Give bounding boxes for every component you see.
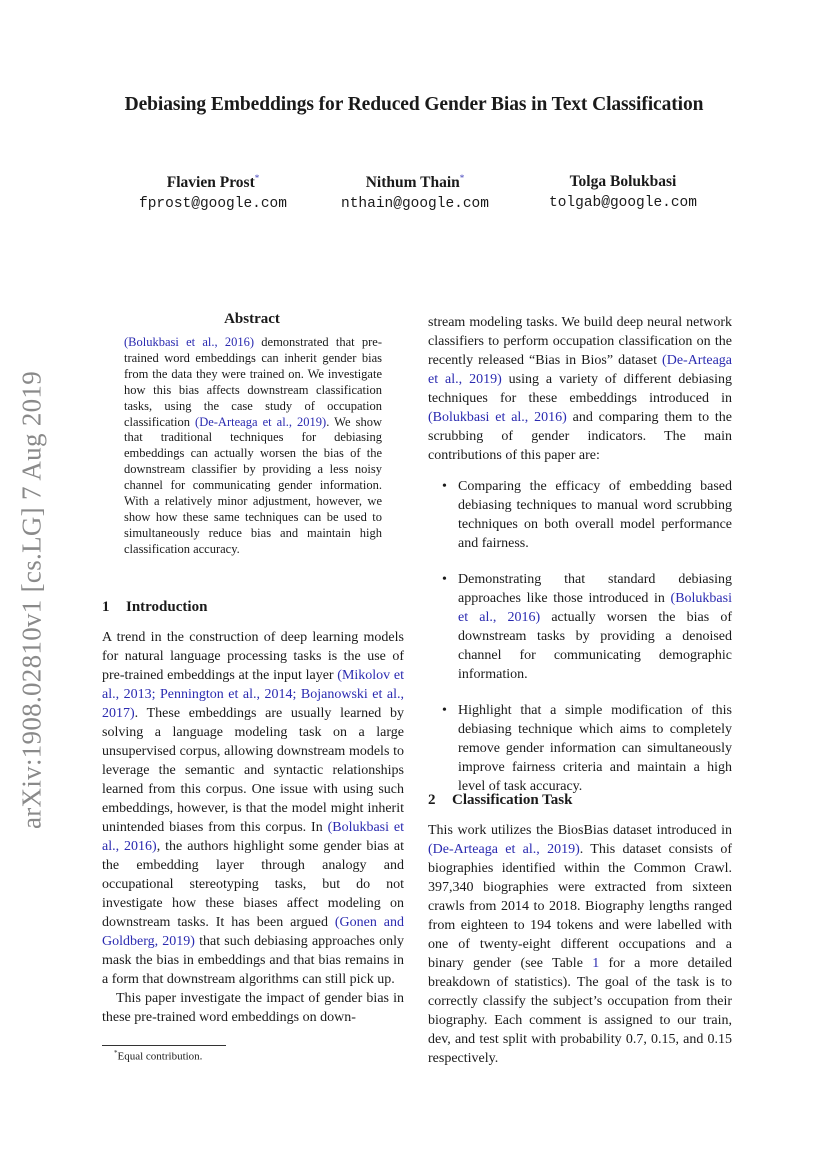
list-item: • Highlight that a simple modification of this debiasing technique which aims to completely remove gender information can simultaneously improve fairness criteria and maintain a high level of task accuracy. xyxy=(442,703,732,794)
abstract-heading: Abstract xyxy=(224,311,280,327)
author-email: fprost@google.com xyxy=(139,196,287,213)
arxiv-identifier: arXiv:1908.02810v1 [cs.LG] 7 Aug 2019 xyxy=(16,370,47,830)
bullet-icon: • xyxy=(442,572,447,587)
abstract-body: (Bolukbasi et al., 2016) demonstrated that pre-trained word embeddings can inherit gender bias from the data they were trained on. We investigate how this bias affects downstream classification tasks, using the case study of occupation classification (De-Arteaga et al., 2019). We show that traditional techniques for debiasing embeddings can actually worsen the bias of the downstream classifier by providing a less noisy channel for communicating gender information. With a relatively minor adjustment, however, we show how these same techniques can be used to simultaneously reduce bias and maintain high classification accuracy. xyxy=(124,335,382,556)
author-name: Flavien Prost* xyxy=(166,173,260,192)
citation-link[interactable]: (Bolukbasi et al., 2016) xyxy=(458,591,732,625)
section2-body xyxy=(428,821,732,1068)
left-column-body xyxy=(102,628,404,1027)
list-item: • Comparing the efficacy of embedding based debiasing techniques to manual word scrubbing techniques on both overall model performance and fairness. xyxy=(442,479,732,551)
section-heading: 1 Introduction xyxy=(102,599,208,615)
author-block xyxy=(503,173,743,211)
citation-link[interactable]: (De-Arteaga et al., 2019) xyxy=(195,414,327,429)
bullet-icon: • xyxy=(442,479,447,494)
citation-link[interactable]: (Bolukbasi et al., 2016) xyxy=(428,410,567,425)
footnote-rule xyxy=(102,1045,226,1046)
contributions-list xyxy=(428,477,732,796)
list-item: • Demonstrating that standard debiasing approaches like those introduced in (Bolukbasi et al., 2016) actually worsen the bias of downstream tasks by providing a denoised channel for communicating demographic information. xyxy=(442,572,733,682)
footnote: *Equal contribution. xyxy=(114,1049,203,1063)
paragraph: stream modeling tasks. We build deep neural network classifiers to perform occupation classification on the recently released “Bias in Bios” dataset (De-Arteaga et al., 2019) using a variety of different debiasing techniques for these embeddings introduced in (Bolukbasi et al., 2016) and comparing them to the scrubbing of gender indicators. The main contributions of this paper are: xyxy=(428,315,732,463)
table-reference-link[interactable]: 1 xyxy=(592,956,600,971)
equal-contribution-mark[interactable]: * xyxy=(254,173,260,183)
arxiv-sidebar xyxy=(2,360,62,840)
paragraph: This work utilizes the BiosBias dataset introduced in (De-Arteaga et al., 2019). This dataset consists of biographies identified within the Common Crawl. 397,340 biographies were extracted from sixteen crawls from 2014 to 2018. Biography lengths ranged from eighteen to 194 tokens and were labelled with one of twenty-eight different occupations and a binary gender (see Table 1 for a more detailed breakdown of statistics). The goal of the task is to correctly classify the subject’s occupation from their biography. Each comment is assigned to our train, dev, and test split with probability 0.7, 0.15, and 0.15 respectively. xyxy=(428,823,732,1066)
author-name: Nithum Thain* xyxy=(365,173,465,192)
paragraph: This paper investigate the impact of gender bias in these pre-trained word embeddings on down- xyxy=(102,991,404,1025)
equal-contribution-mark[interactable]: * xyxy=(459,173,465,183)
author-block xyxy=(295,173,535,212)
section-heading: 2 Classification Task xyxy=(428,792,573,808)
author-email: nthain@google.com xyxy=(341,196,489,213)
citation-link[interactable]: (Gonen and Goldberg, 2019) xyxy=(102,915,405,949)
paragraph: A trend in the construction of deep learning models for natural language processing tasks is the use of pre-trained embeddings at the input layer (Mikolov et al., 2013; Pennington et al., 2014; Bojanowski et al., 2017). These embeddings are usually learned by solving a language modeling task on a large unsupervised corpus, allowing downstream models to leverage the semantic and syntactic relationships learned from this corpus. One issue with using such embeddings, however, is that the model might inherit unintended biases from this corpus. In (Bolukbasi et al., 2016), the authors highlight some gender bias at the embedding layer through analogy and occupational stereotyping tasks, but do not investigate how these biases affect modeling on downstream tasks. It has been argued (Gonen and Goldberg, 2019) that such debiasing approaches only mask the bias in embeddings and that bias remains in a form that downstream algorithms can still pick up. xyxy=(102,630,405,987)
citation-link[interactable]: (De-Arteaga et al., 2019) xyxy=(428,842,580,857)
citation-link[interactable]: (Bolukbasi et al., 2016) xyxy=(102,820,404,854)
right-column-body xyxy=(428,313,732,813)
paper-title: Debiasing Embeddings for Reduced Gender Bias in Text Classification xyxy=(124,94,704,115)
citation-link[interactable]: (Mikolov et al., 2013; Pennington et al., 2014; Bojanowski et al., 2017) xyxy=(102,668,404,721)
author-name: Tolga Bolukbasi xyxy=(569,173,677,190)
citation-link[interactable]: (De-Arteaga et al., 2019) xyxy=(428,353,732,387)
bullet-icon: • xyxy=(442,703,447,718)
citation-link[interactable]: (Bolukbasi et al., 2016) xyxy=(124,335,255,349)
author-email: tolgab@google.com xyxy=(549,195,697,211)
